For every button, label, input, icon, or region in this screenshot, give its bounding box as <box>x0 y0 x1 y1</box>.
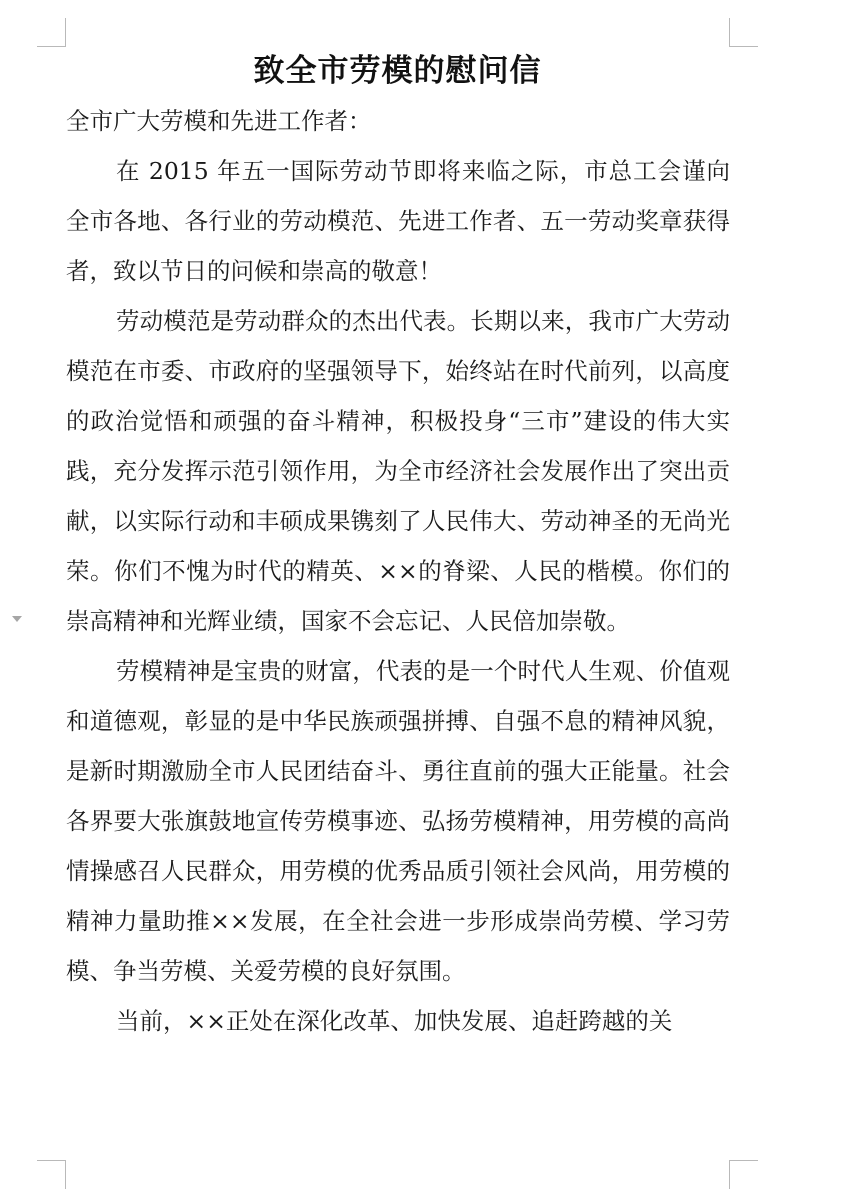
crop-mark-top-left <box>37 18 66 47</box>
document-title: 致全市劳模的慰问信 <box>253 53 542 89</box>
paragraph-1: 在 2015 年五一国际劳动节即将来临之际，市总工会谨向全市各地、各行业的劳动模范、先进工作者、五一劳动奖章获得者，致以节日的问候和崇高的敬意！ <box>66 157 730 285</box>
paragraph-3: 劳模精神是宝贵的财富，代表的是一个时代人生观、价值观和道德观，彰显的是中华民族顽强拼搏、自强不息的精神风貌，是新时期激励全市人民团结奋斗、勇往直前的强大正能量。社会各界要大张旗鼓地宣传劳模事迹、弘扬劳模精神，用劳模的高尚情操感召人民群众，用劳模的优秀品质引领社会风尚，用劳模的精神力量助推××发展，在全社会进一步形成崇尚劳模、学习劳模、争当劳模、关爱劳模的良好氛围。 <box>66 657 730 985</box>
salutation: 全市广大劳模和先进工作者： <box>66 107 372 135</box>
collapse-arrow-icon[interactable] <box>12 616 22 622</box>
document-body[interactable] <box>66 96 730 1046</box>
paragraph-2: 劳动模范是劳动群众的杰出代表。长期以来，我市广大劳动模范在市委、市政府的坚强领导下，始终站在时代前列，以高度的政治觉悟和顽强的奋斗精神，积极投身“三市”建设的伟大实践，充分发挥示范引领作用，为全市经济社会发展作出了突出贡献，以实际行动和丰硕成果镌刻了人民伟大、劳动神圣的无尚光荣。你们不愧为时代的精英、××的脊梁、人民的楷模。你们的崇高精神和光辉业绩，国家不会忘记、人民倍加崇敬。 <box>66 307 730 635</box>
crop-mark-top-right <box>729 18 758 47</box>
paragraph-4: 当前，××正处在深化改革、加快发展、追赶跨越的关 <box>116 1007 673 1035</box>
